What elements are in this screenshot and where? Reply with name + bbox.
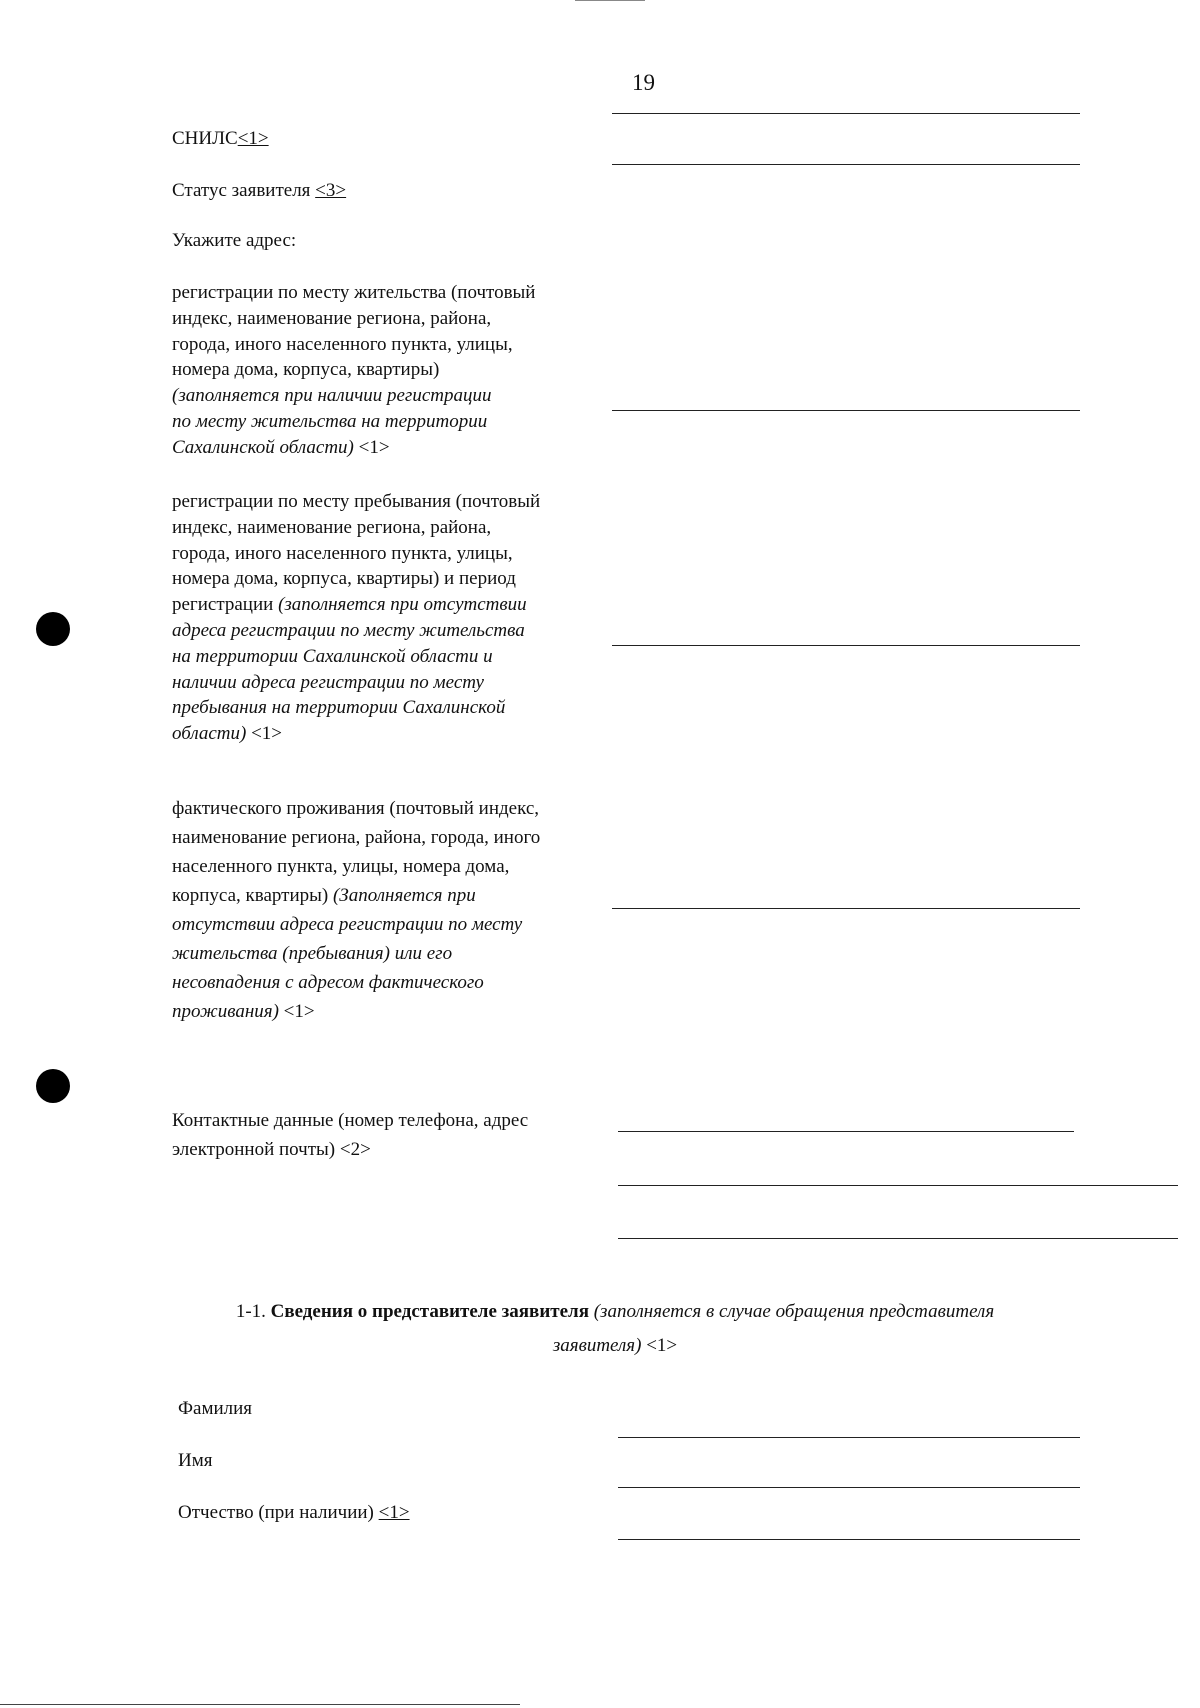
reg-stay-label: регистрации по месту пребывания (почтовый индекс, наименование региона, района, города, иного населенного пункта, улицы, номера дома, корпуса, квартиры) и период регистрации (заполняется при отсутствии адреса регистрации по месту жительства на территории Сахалинской области и наличии адреса регистрации по месту пребывания на территории Сахалинской области) <1> [172,491,541,745]
page-number-underline [612,113,1080,114]
contacts-input-line-2[interactable] [618,1185,1178,1186]
snils-label: СНИЛС<1> [172,128,269,149]
applicant-status-label: Статус заявителя <3> [172,180,347,201]
reg-residence-input-line[interactable] [612,410,1080,411]
snils-input-line[interactable] [612,164,1080,165]
name-input-line[interactable] [618,1487,1080,1488]
patronymic-label: Отчество (при наличии) <1> [178,1502,410,1523]
contacts-input-line-1[interactable] [618,1131,1074,1132]
name-label: Имя [178,1450,213,1471]
actual-residence-label: фактического проживания (почтовый индекс, наименование региона, района, города, иного населенного пункта, улицы, номера дома, корпуса, квартиры) (Заполняется при отсутствии адреса регистрации по месту жительства (пребывания) или его несовпадения с адресом фактического проживания) <1> [172,798,541,1022]
contacts-label: Контактные данные (номер телефона, адрес электронной почты) <2> [172,1110,529,1160]
reg-residence-label: регистрации по месту жительства (почтовый индекс, наименование региона, района, города, иного населенного пункта, улицы, номера дома, корпуса, квартиры) (заполняется при наличии регистрации по месту жительства на территории Сахалинской области) <1> [172,282,536,458]
page-number: 19 [632,70,655,95]
address-heading: Укажите адрес: [172,230,297,251]
top-edge-mark [575,0,645,1]
contacts-input-line-3[interactable] [618,1238,1178,1239]
bottom-edge-line [0,1704,520,1705]
binder-hole-lower [36,1069,70,1103]
binder-hole-upper [36,612,70,646]
surname-label: Фамилия [178,1398,253,1419]
reg-stay-input-line[interactable] [612,645,1080,646]
patronymic-input-line[interactable] [618,1539,1080,1540]
actual-residence-input-line[interactable] [612,908,1080,909]
section-1-1-title: 1-1. Сведения о представителе заявителя (заполняется в случае обращения представителя заявителя) <1> [235,1301,995,1356]
surname-input-line[interactable] [618,1437,1080,1438]
